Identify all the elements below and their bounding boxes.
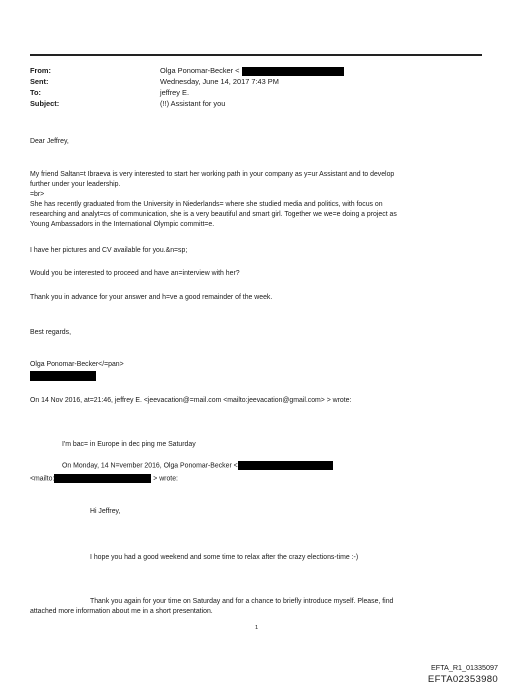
page-number: 1 — [255, 625, 259, 631]
header-divider — [30, 54, 482, 56]
para3: Would you be interested to proceed and have an=interview with her? — [30, 270, 240, 277]
quote-header: On 14 Nov 2016, at=21:46, jeffrey E. <jeevacation@=mail.com <mailto:jeevacation@gmail.com> > wrote: — [30, 397, 352, 404]
quote2-suffix: > wrote: — [153, 475, 178, 483]
redaction-box — [54, 474, 151, 483]
redaction-box — [242, 67, 344, 76]
reply-line: I'm bac= in Europe in dec ping me Saturday — [62, 441, 196, 448]
to-value: jeffrey E. — [160, 88, 190, 97]
redaction-box — [238, 461, 333, 470]
para2: I have her pictures and CV available for you.&n=sp; — [30, 247, 188, 254]
signature: Olga Ponomar-Becker</=pan> — [30, 361, 124, 368]
sent-value: Wednesday, June 14, 2017 7:43 PM — [160, 77, 279, 86]
para1-line3: =br> — [30, 191, 45, 198]
para1-line5: researching and analyt=cs of communication, she is a very beautiful and smart girl. Together we we=e doing a project as — [30, 211, 397, 218]
subject-label: Subject: — [30, 99, 60, 108]
quote2-line1-text: On Monday, 14 N=vember 2016, Olga Ponomar-Becker < — [62, 462, 238, 470]
redaction-box — [30, 371, 96, 381]
from-text: Olga Ponomar-Becker < — [160, 66, 240, 75]
para1-line2: further under your leadership. — [30, 181, 121, 188]
closing: Best regards, — [30, 329, 71, 336]
hope-line: I hope you had a good weekend and some time to relax after the crazy elections-time :-) — [90, 554, 359, 561]
from-label: From: — [30, 66, 51, 75]
quote2-line2 — [30, 474, 482, 484]
thanks-line2: attached more information about me in a short presentation. — [30, 608, 213, 615]
hi-line: Hi Jeffrey, — [90, 508, 121, 515]
quote2-prefix: <mailto: — [30, 475, 55, 483]
subject-value: (!!) Assistant for you — [160, 99, 226, 108]
bates-number-1: EFTA_R1_01335097 — [431, 663, 498, 672]
para1-line4: She has recently graduated from the University in Niederlands= where she studied media and politics, with focus on — [30, 201, 383, 208]
thanks-line1: Thank you again for your time on Saturday and for a chance to briefly introduce myself. Please, find — [90, 598, 394, 605]
sent-label: Sent: — [30, 77, 49, 86]
greeting: Dear Jeffrey, — [30, 138, 69, 145]
para1-line6: Young Ambassadors in the International Olympic committ=e. — [30, 221, 215, 228]
para4: Thank you in advance for your answer and h=ve a good remainder of the week. — [30, 294, 273, 301]
from-value — [160, 66, 344, 76]
quote2-line1 — [62, 461, 512, 471]
para1-line1: My friend Saltan=t Ibraeva is very interested to start her working path in your company as y=ur Assistant and to develop — [30, 171, 395, 178]
bates-number-2: EFTA02353980 — [427, 674, 498, 685]
to-label: To: — [30, 88, 41, 97]
